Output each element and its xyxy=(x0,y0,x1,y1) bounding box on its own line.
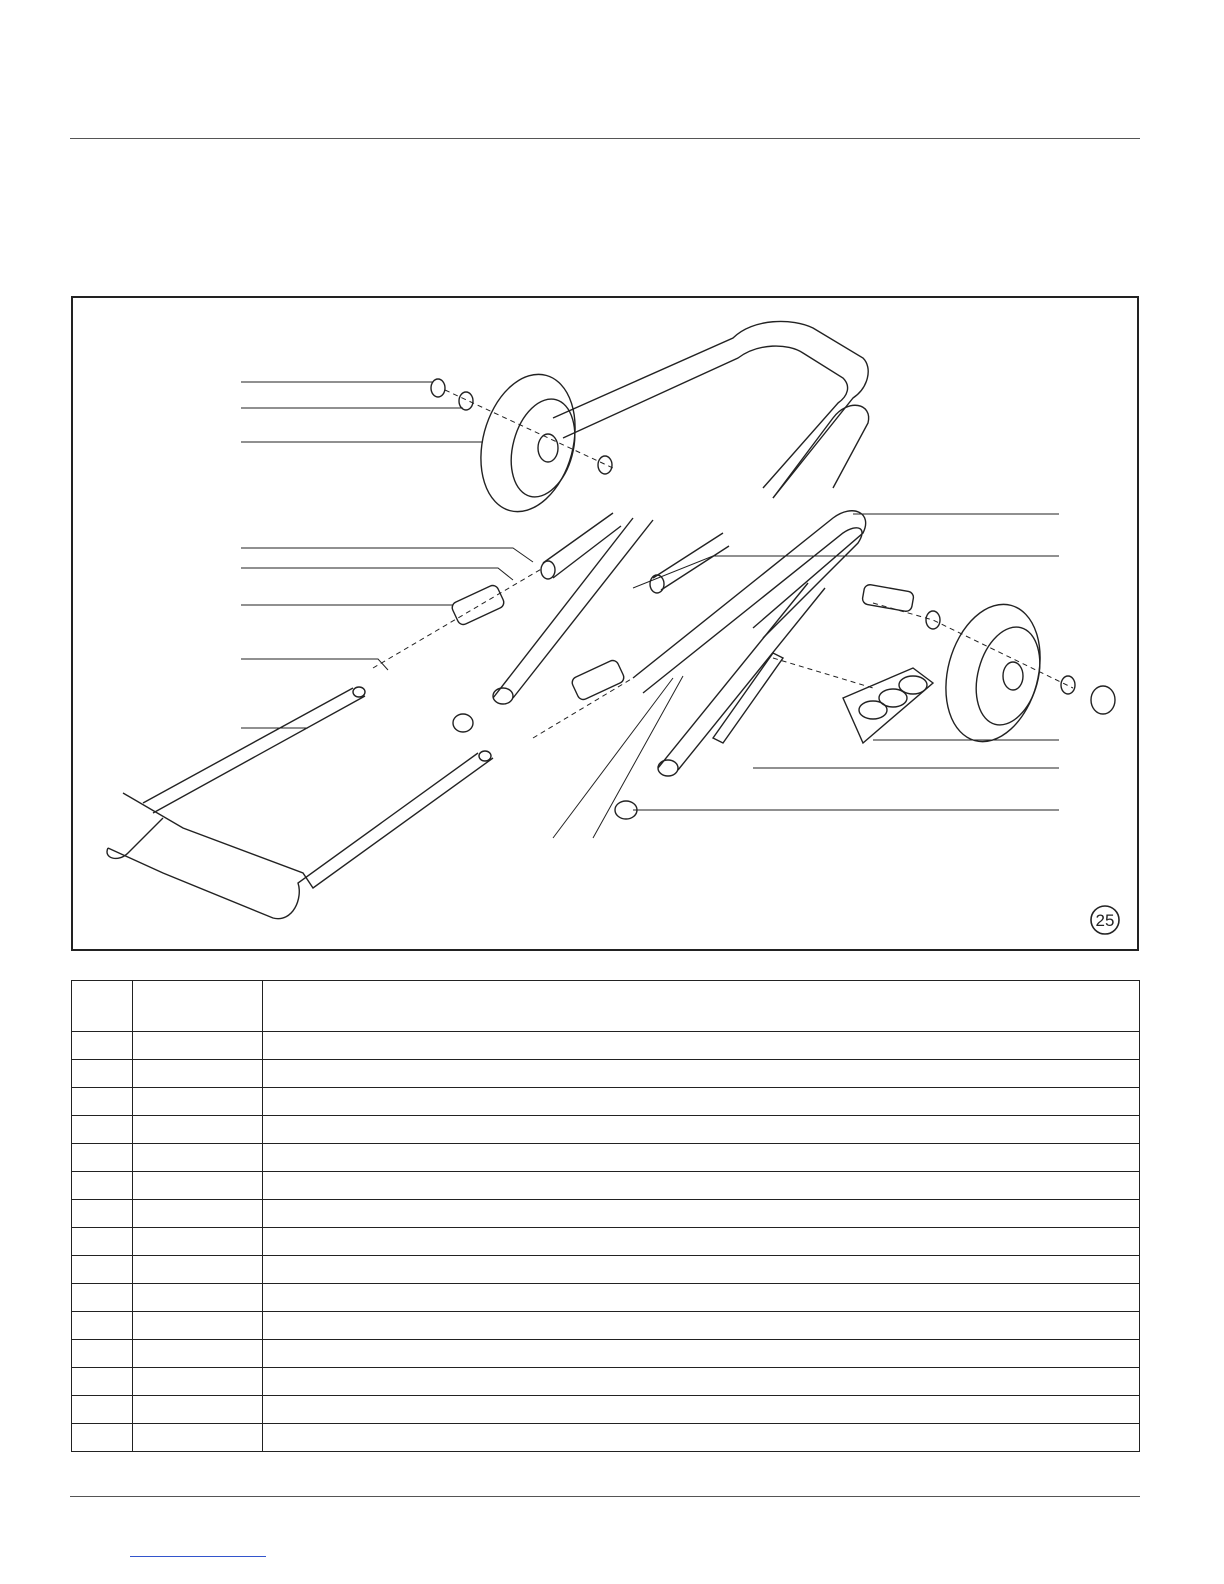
handle-loop-back xyxy=(773,405,869,498)
table-row xyxy=(72,1340,1140,1368)
assembly-line-4 xyxy=(773,658,873,688)
table-row xyxy=(72,1200,1140,1228)
table-header-row xyxy=(72,981,1140,1032)
leader-line-14 xyxy=(553,676,683,838)
ref-cell xyxy=(72,1368,133,1396)
assembly-line-2 xyxy=(373,568,543,668)
left-tube-edge xyxy=(513,520,653,698)
ref-cell xyxy=(72,1228,133,1256)
table-row xyxy=(72,1228,1140,1256)
description-cell xyxy=(263,1340,1140,1368)
ref-cell xyxy=(72,1284,133,1312)
description-cell xyxy=(263,1312,1140,1340)
parts-list-table xyxy=(71,980,1140,1452)
ref-cell xyxy=(72,1200,133,1228)
part-no-cell xyxy=(133,1368,263,1396)
washer-1 xyxy=(431,379,445,397)
description-cell xyxy=(263,1256,1140,1284)
ref-cell xyxy=(72,1088,133,1116)
header-ref-cell xyxy=(72,981,133,1032)
bushing-right xyxy=(570,659,625,702)
footer-rule xyxy=(70,1496,1140,1497)
leader-line-5 xyxy=(241,568,513,580)
part-no-cell xyxy=(133,1060,263,1088)
ref-cell xyxy=(72,1396,133,1424)
figure-number: 25 xyxy=(1095,911,1115,930)
part-no-cell xyxy=(133,1424,263,1452)
part-no-cell xyxy=(133,1200,263,1228)
axle-stub xyxy=(862,584,915,612)
bushing-left xyxy=(450,584,505,627)
description-cell xyxy=(263,1060,1140,1088)
axle-tube-left-end xyxy=(541,561,555,579)
table-row xyxy=(72,1396,1140,1424)
header-part-no-cell xyxy=(133,981,263,1032)
table-row xyxy=(72,1060,1140,1088)
leader-line-10 xyxy=(633,556,1059,588)
washer-2 xyxy=(459,392,473,410)
washer-4 xyxy=(926,611,940,629)
base-frame-left-rod2 xyxy=(153,696,365,813)
ref-cell xyxy=(72,1424,133,1452)
table-row xyxy=(72,1144,1140,1172)
table-row xyxy=(72,1424,1140,1452)
assembly-line-5 xyxy=(873,603,1073,688)
description-cell xyxy=(263,1172,1140,1200)
left-tube xyxy=(493,518,633,698)
part-no-cell xyxy=(133,1228,263,1256)
description-cell xyxy=(263,1284,1140,1312)
ref-cell xyxy=(72,1116,133,1144)
base-frame-right-end xyxy=(479,751,491,761)
part-no-cell xyxy=(133,1144,263,1172)
part-no-cell xyxy=(133,1032,263,1060)
part-no-cell xyxy=(133,1340,263,1368)
description-cell xyxy=(263,1368,1140,1396)
part-no-cell xyxy=(133,1256,263,1284)
description-cell xyxy=(263,1144,1140,1172)
bracket-plate xyxy=(713,653,783,743)
right-tube-edge xyxy=(678,588,825,770)
table-row xyxy=(72,1312,1140,1340)
washer-5 xyxy=(1061,676,1075,694)
part-no-cell xyxy=(133,1116,263,1144)
description-cell xyxy=(263,1088,1140,1116)
hub-cap xyxy=(1091,686,1115,714)
table-row xyxy=(72,1256,1140,1284)
left-wheel-tire xyxy=(466,364,589,523)
left-wheel-hub xyxy=(538,434,558,462)
axle-tube-right-end xyxy=(650,575,664,593)
description-cell xyxy=(263,1032,1140,1060)
part-no-cell xyxy=(133,1284,263,1312)
part-no-cell xyxy=(133,1312,263,1340)
right-wheel-tire xyxy=(931,594,1054,753)
ref-cell xyxy=(72,1256,133,1284)
right-wheel-hub xyxy=(1003,662,1023,690)
table-row xyxy=(72,1088,1140,1116)
leader-line-4 xyxy=(241,548,533,562)
assembly-line-3 xyxy=(533,678,633,738)
cup-holder xyxy=(843,668,933,743)
cart-frame-illustration xyxy=(73,298,1137,949)
table-row xyxy=(72,1032,1140,1060)
part-no-cell xyxy=(133,1396,263,1424)
handle-loop-lower-inner xyxy=(643,528,862,693)
handle-loop-lower xyxy=(633,511,866,678)
description-cell xyxy=(263,1396,1140,1424)
footer-link-underline[interactable] xyxy=(130,1556,266,1557)
ref-cell xyxy=(72,1172,133,1200)
description-cell xyxy=(263,1200,1140,1228)
exploded-parts-diagram xyxy=(71,296,1139,951)
header-rule xyxy=(70,138,1140,139)
description-cell xyxy=(263,1116,1140,1144)
ref-cell xyxy=(72,1340,133,1368)
left-tube-end xyxy=(493,688,513,704)
right-tube xyxy=(658,583,808,768)
ref-cell xyxy=(72,1144,133,1172)
ref-cell xyxy=(72,1060,133,1088)
ref-cell xyxy=(72,1032,133,1060)
part-no-cell xyxy=(133,1172,263,1200)
leader-line-7 xyxy=(241,659,388,670)
handle-loop-upper-inner xyxy=(563,346,848,488)
table-row xyxy=(72,1116,1140,1144)
part-no-cell xyxy=(133,1088,263,1116)
header-description-cell xyxy=(263,981,1140,1032)
base-frame-left-rod xyxy=(143,688,353,803)
cup-holder-ring-3 xyxy=(899,676,927,694)
right-tube-end xyxy=(658,760,678,776)
base-frame-left-end xyxy=(353,687,365,697)
table-row xyxy=(72,1368,1140,1396)
ref-cell xyxy=(72,1312,133,1340)
base-frame-top xyxy=(123,758,493,888)
description-cell xyxy=(263,1228,1140,1256)
table-row xyxy=(72,1284,1140,1312)
washer-3 xyxy=(598,456,612,474)
base-frame-bottom xyxy=(108,753,478,919)
end-cap-1 xyxy=(453,714,473,732)
table-row xyxy=(72,1172,1140,1200)
base-frame-foot xyxy=(107,818,163,858)
description-cell xyxy=(263,1424,1140,1452)
assembly-line-1 xyxy=(445,390,613,468)
